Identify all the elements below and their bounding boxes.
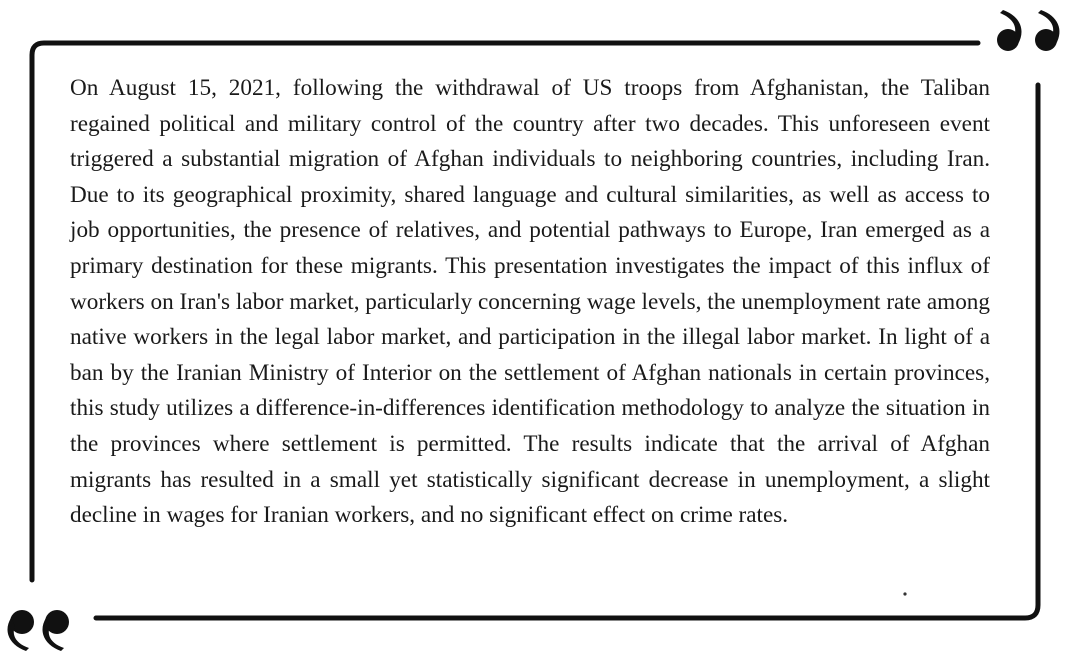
stray-dot (903, 592, 906, 595)
opening-quote-icon (7, 610, 69, 651)
closing-quote-icon (997, 10, 1060, 51)
quote-body-text: On August 15, 2021, following the withdrawal of US troops from Afghanistan, the Taliban regained political and military control of the country after two decades. This unforeseen event triggered a substantial migration of Afghan individuals to neighboring countries, including Iran. Due to its geographical proximity, shared language and cultural similarities, as well as access to job opportunities, the presence of relatives, and potential pathways to Europe, Iran emerged as a primary destination for these migrants. This presentation investigates the impact of this influx of workers on Iran's labor market, particularly concerning wage levels, the unemployment rate among native workers in the legal labor market, and participation in the illegal labor market. In light of a ban by the Iranian Ministry of Interior on the settlement of Afghan nationals in certain provinces, this study utilizes a difference-in-differences identification methodology to analyze the situation in the provinces where settlement is permitted. The results indicate that the arrival of Afghan migrants has resulted in a small yet statistically significant decrease in unemployment, a slight decline in wages for Iranian workers, and no significant effect on crime rates. (70, 75, 990, 529)
